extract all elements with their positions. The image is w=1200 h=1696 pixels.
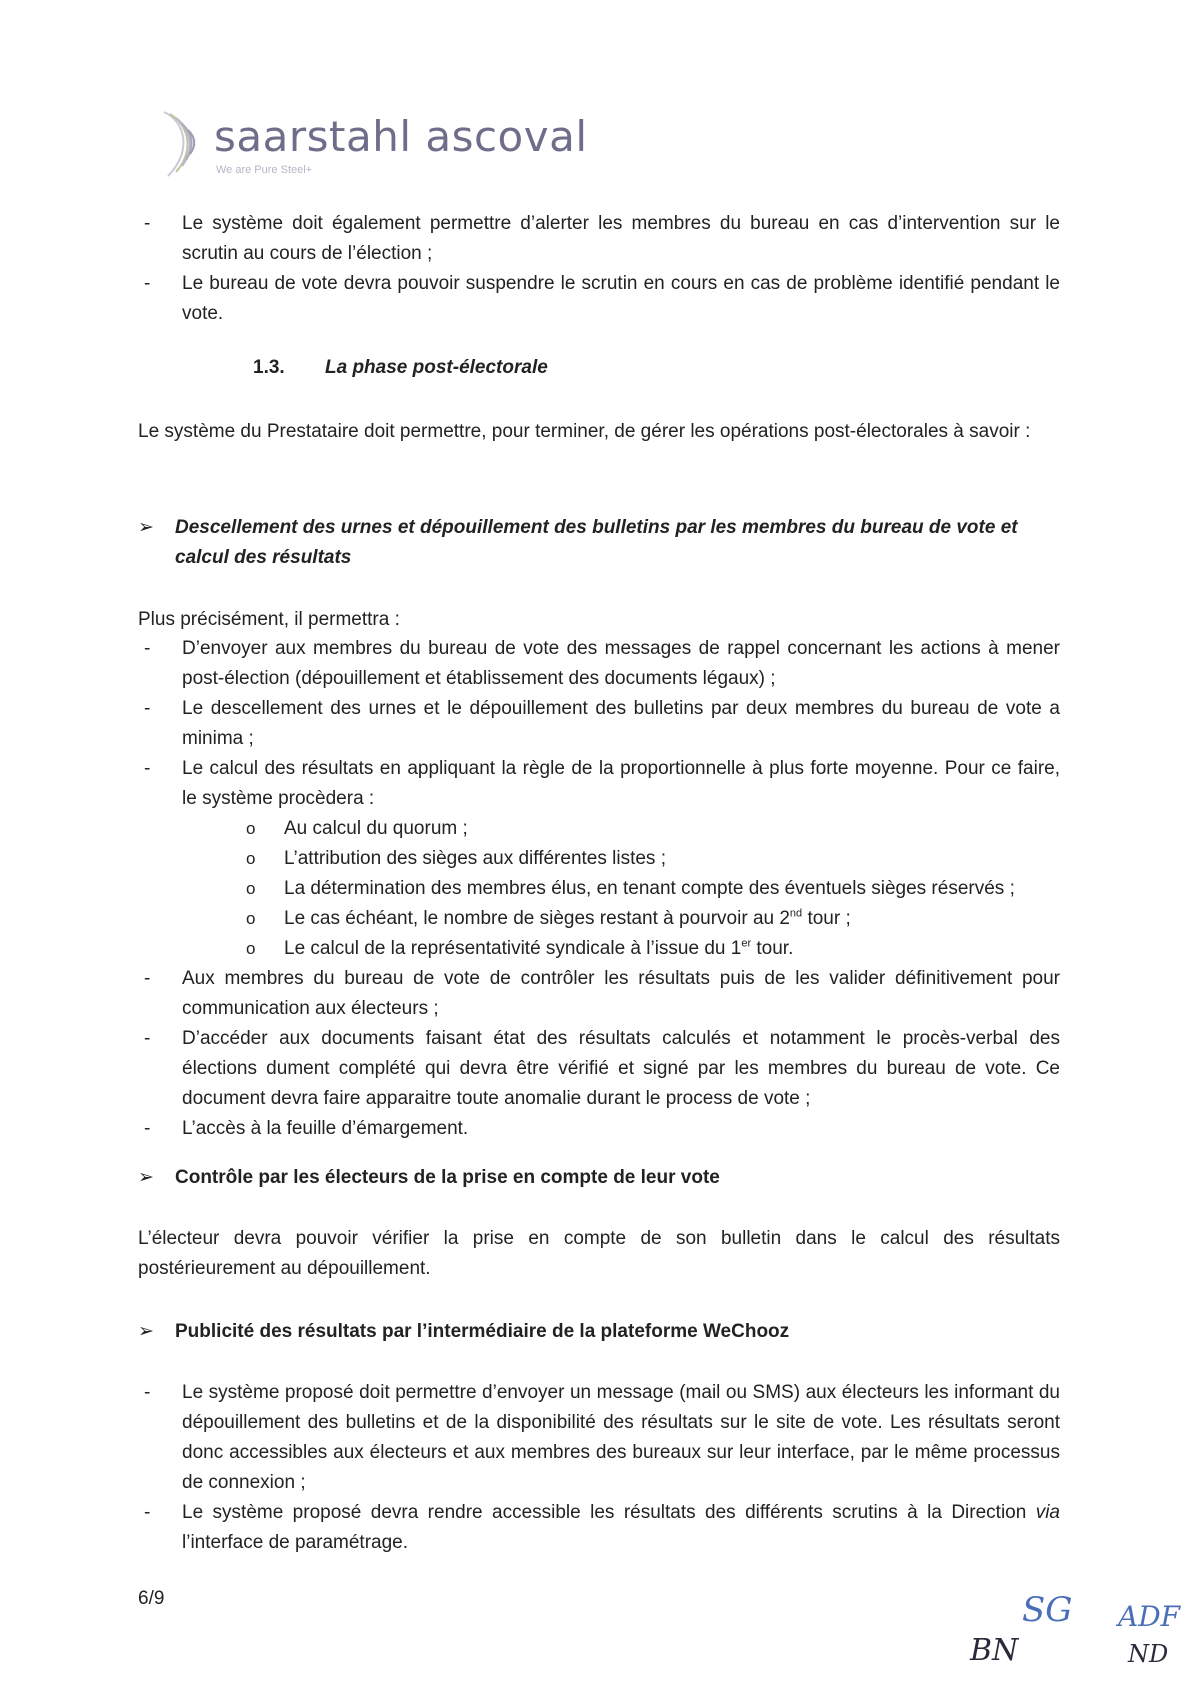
dash-marker: - bbox=[144, 758, 151, 779]
dash-marker: - bbox=[144, 1502, 151, 1523]
dash-marker: - bbox=[144, 968, 151, 989]
dash-marker: - bbox=[144, 638, 151, 659]
list-item: - Le système doit également permettre d’alerter les membres du bureau en cas d’intervention sur le scrutin au cours de l’élection ; bbox=[138, 209, 1060, 269]
dash-marker: - bbox=[144, 1028, 151, 1049]
company-tagline: We are Pure Steel+ bbox=[216, 164, 313, 176]
arrow-bullet-icon: ➢ bbox=[138, 1167, 154, 1188]
list-item: - Aux membres du bureau de vote de contrôler les résultats puis de les valider définitivement pour communication aux électeurs ; bbox=[138, 964, 1060, 1024]
dash-marker: - bbox=[144, 273, 151, 294]
list-item: - Le système proposé doit permettre d’envoyer un message (mail ou SMS) aux électeurs les informant du dépouillement des bulletins et de la disponibilité des résultats sur le site de vote. Les résultats seront donc accessibles aux électeurs et aux membres des bureaux sur leur interface, par le même processus de connexion ; bbox=[138, 1378, 1060, 1498]
section-number: 1.3. bbox=[253, 357, 285, 378]
sub-list-item: o Au calcul du quorum ; bbox=[138, 814, 1060, 844]
document-page: saarstahl ascoval We are Pure Steel+ - Le système doit également permettre d’alerter les membres du bureau en cas d’intervention sur le scrutin au cours de l’élection ; - Le bureau de vote devra pouvoir suspendre le scrutin en cours en cas de problème identifié pendant le vote. 1.3. La phase post-électorale Le système du Prestataire doit permettre, pour terminer, de gérer les opérations post-électorales à savoir : ➢ Descellement des urnes et dépouillement des bulletins par les membres du bureau de vote et calcul des résultats Plus précisément, il permettra : - D’envoyer aux membres du bureau de vote des messages de rappel concernant les actions à mener post-élection (dépouillement et établissement des documents légaux) ; - Le descellement des urnes et le dépouillement des bulletins par deux membres du bureau de vote a minima ; - Le calcul des résultats en appliquant la règle de la proportionnelle à plus forte moyenne. Pour ce faire, le système procèdera : o Au calcul du quorum ; o L’attribution des sièges aux différentes listes ; o La détermination des membres élus, en tenant compte des éventuels sièges réservés ; o Le cas échéant, le nombre de sièges restant à pourvoir au 2nd tour ; o Le calcul de la représentativité syndicale à l’issue du 1er tour. - Aux membres du bureau de vote de contrôler les résultats puis de les valider définitivement pour communication aux électeurs ; - D’accéder aux documents faisant état des résultats calculés et notamment le procès-verbal des élections dument complété qui devra être vérifié et signé par les membres du bureau de vote. Ce document devra faire apparaitre toute anomalie durant le process de vote ; - L’accès à la feuille d’émargement. ➢ Contrôle par les électeurs de la prise en compte de leur vote L’électeur devra pouvoir vérifier la prise en compte de son bulletin dans le calcul des résultats postérieurement au dépouillement. ➢ Publicité des résultats par l’intermédiaire de la plateforme WeChooz - Le système proposé doit permettre d’envoyer un message (mail ou SMS) aux électeurs les informant du dépouillement des bulletins et de la disponibilité des résultats sur le site de vote. Les résultats seront donc accessibles aux électeurs et aux membres des bureaux sur leur interface, par le même processus de connexion ; - Le système proposé devra rendre accessible les résultats des différents scrutins à la Direction via l’interface de paramétrage. 6/9 SG BN ADF ND bbox=[0, 0, 1200, 1696]
subsection-heading-descellement: ➢ Descellement des urnes et dépouillement des bulletins par les membres du bureau de vote et calcul des résultats bbox=[138, 513, 1060, 573]
publicite-list bbox=[138, 1378, 1060, 1558]
dash-marker: - bbox=[144, 213, 151, 234]
page-number: 6/9 bbox=[138, 1588, 165, 1609]
list-item: - Le descellement des urnes et le dépouillement des bulletins par deux membres du bureau de vote a minima ; bbox=[138, 694, 1060, 754]
subsection-paragraph: L’électeur devra pouvoir vérifier la prise en compte de son bulletin dans le calcul des résultats postérieurement au dépouillement. bbox=[138, 1228, 1060, 1279]
sub-list-item: o L’attribution des sièges aux différentes listes ; bbox=[138, 844, 1060, 874]
intro-paragraph: Le système du Prestataire doit permettre, pour terminer, de gérer les opérations post-électorales à savoir : bbox=[138, 421, 1031, 442]
circle-bullet-icon: o bbox=[246, 819, 256, 838]
subsection-lead: Plus précisément, il permettra : bbox=[138, 609, 400, 630]
list-item: - Le bureau de vote devra pouvoir suspendre le scrutin en cours en cas de problème identifié pendant le vote. bbox=[138, 269, 1060, 329]
list-item: - L’accès à la feuille d’émargement. bbox=[138, 1114, 1060, 1144]
circle-bullet-icon: o bbox=[246, 849, 256, 868]
subsection-heading-controle: ➢ Contrôle par les électeurs de la prise en compte de leur vote bbox=[138, 1163, 1060, 1193]
circle-bullet-icon: o bbox=[246, 939, 256, 958]
dash-marker: - bbox=[144, 698, 151, 719]
section-title: La phase post-électorale bbox=[325, 357, 548, 378]
list-item: - Le calcul des résultats en appliquant la règle de la proportionnelle à plus forte moyenne. Pour ce faire, le système procèdera : bbox=[138, 754, 1060, 814]
section-heading bbox=[253, 357, 548, 379]
list-item: - Le système proposé devra rendre accessible les résultats des différents scrutins à la Direction via l’interface de paramétrage. bbox=[138, 1498, 1060, 1558]
post-election-list bbox=[138, 634, 1060, 1144]
arrow-bullet-icon: ➢ bbox=[138, 517, 154, 538]
circle-bullet-icon: o bbox=[246, 909, 256, 928]
logo-swoosh-icon bbox=[158, 108, 210, 180]
dash-marker: - bbox=[144, 1118, 151, 1139]
arrow-bullet-icon: ➢ bbox=[138, 1321, 154, 1342]
sub-list-item: o Le cas échéant, le nombre de sièges restant à pourvoir au 2nd tour ; bbox=[138, 904, 1060, 934]
list-item: - D’accéder aux documents faisant état des résultats calculés et notamment le procès-verbal des élections dument complété qui devra être vérifié et signé par les membres du bureau de vote. Ce document devra faire apparaitre toute anomalie durant le process de vote ; bbox=[138, 1024, 1060, 1114]
list-item: - D’envoyer aux membres du bureau de vote des messages de rappel concernant les actions à mener post-élection (dépouillement et établissement des documents légaux) ; bbox=[138, 634, 1060, 694]
dash-marker: - bbox=[144, 1382, 151, 1403]
subsection-heading-publicite: ➢ Publicité des résultats par l’intermédiaire de la plateforme WeChooz bbox=[138, 1317, 1060, 1347]
sub-list-item: o Le calcul de la représentativité syndicale à l’issue du 1er tour. bbox=[138, 934, 1060, 964]
circle-bullet-icon: o bbox=[246, 879, 256, 898]
intro-list bbox=[138, 209, 1060, 329]
sub-list-item: o La détermination des membres élus, en tenant compte des éventuels sièges réservés ; bbox=[138, 874, 1060, 904]
company-name: saarstahl ascoval bbox=[214, 112, 588, 161]
